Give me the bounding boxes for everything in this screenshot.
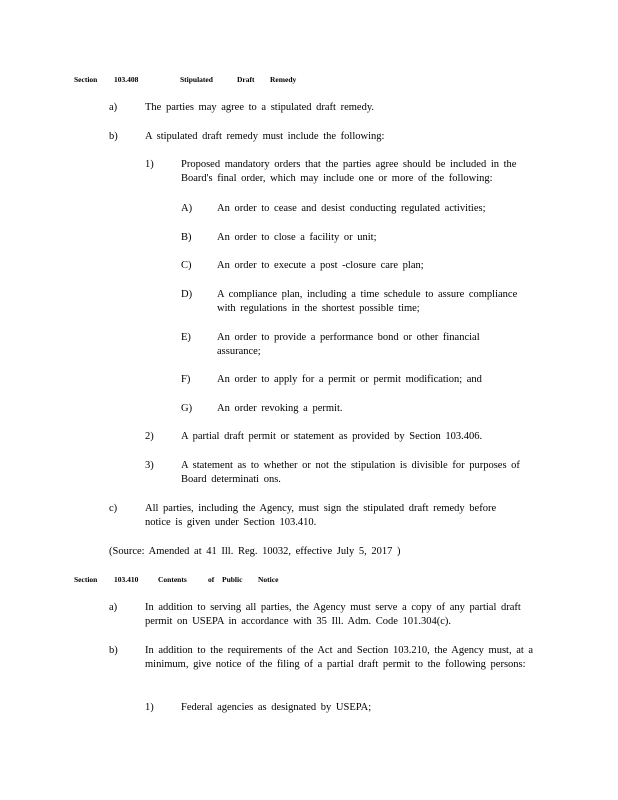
item-label: B) xyxy=(181,232,192,243)
item-label: c) xyxy=(109,503,118,514)
item-label: F) xyxy=(181,374,191,385)
item-text: Proposed mandatory orders that the parties agree should be included in the Board's final order, which may include one or more of the following: xyxy=(181,159,517,184)
item-label: G) xyxy=(181,403,193,414)
item-label: E) xyxy=(181,332,191,343)
item-text: An order to provide a performance bond or other financial assurance; xyxy=(217,332,480,357)
item-label: b) xyxy=(109,645,118,656)
item-label: 2) xyxy=(145,431,154,442)
item-text: A partial draft permit or statement as provided by Section 103.406. xyxy=(181,431,483,442)
item-label: a) xyxy=(109,102,118,113)
item-text: An order to apply for a permit or permit modification; and xyxy=(217,374,482,385)
item-text: Federal agencies as designated by USEPA; xyxy=(181,702,372,713)
item-text: An order to close a facility or unit; xyxy=(217,232,377,243)
section-word: Section xyxy=(74,75,98,84)
section-title-word: Public xyxy=(222,575,243,584)
section-word: Section xyxy=(74,575,98,584)
section-number: 103.410 xyxy=(114,575,139,584)
section-title-word: Draft xyxy=(237,75,255,84)
item-label: 3) xyxy=(145,460,154,471)
item-text: In addition to serving all parties, the Agency must serve a copy of any partial draft permit on USEPA in accordance with 35 Ill. Adm. Code 101.304(c). xyxy=(145,602,521,627)
item-label: 1) xyxy=(145,702,154,713)
item-text: An order revoking a permit. xyxy=(217,403,343,414)
item-text: A compliance plan, including a time schedule to assure compliance with regulations in the shortest possible time; xyxy=(217,289,518,314)
item-label: a) xyxy=(109,602,118,613)
section-number: 103.408 xyxy=(114,75,139,84)
item-label: 1) xyxy=(145,159,154,170)
item-label: C) xyxy=(181,260,192,271)
section-title-word: of xyxy=(208,575,215,584)
item-text: A statement as to whether or not the stipulation is divisible for purposes of Board determinati ons. xyxy=(181,460,520,485)
section-title-word: Remedy xyxy=(270,75,297,84)
item-text: A stipulated draft remedy must include the following: xyxy=(145,131,385,142)
item-label: D) xyxy=(181,289,193,300)
item-label: b) xyxy=(109,131,118,142)
section-title-word: Contents xyxy=(158,575,187,584)
source-text: (Source: Amended at 41 Ill. Reg. 10032, effective July 5, 2017 ) xyxy=(109,546,401,557)
item-text: In addition to the requirements of the Act and Section 103.210, the Agency must, at a minimum, give notice of the filing of a partial draft permit to the following persons: xyxy=(145,645,534,670)
section-title-word: Notice xyxy=(258,575,279,584)
item-text: The parties may agree to a stipulated draft remedy. xyxy=(145,102,375,113)
item-text: All parties, including the Agency, must sign the stipulated draft remedy before notice is given under Section 103.410. xyxy=(145,503,497,528)
item-text: An order to cease and desist conducting regulated activities; xyxy=(217,203,486,214)
item-text: An order to execute a post -closure care plan; xyxy=(217,260,424,271)
item-label: A) xyxy=(181,203,193,214)
section-title-word: Stipulated xyxy=(180,75,213,84)
